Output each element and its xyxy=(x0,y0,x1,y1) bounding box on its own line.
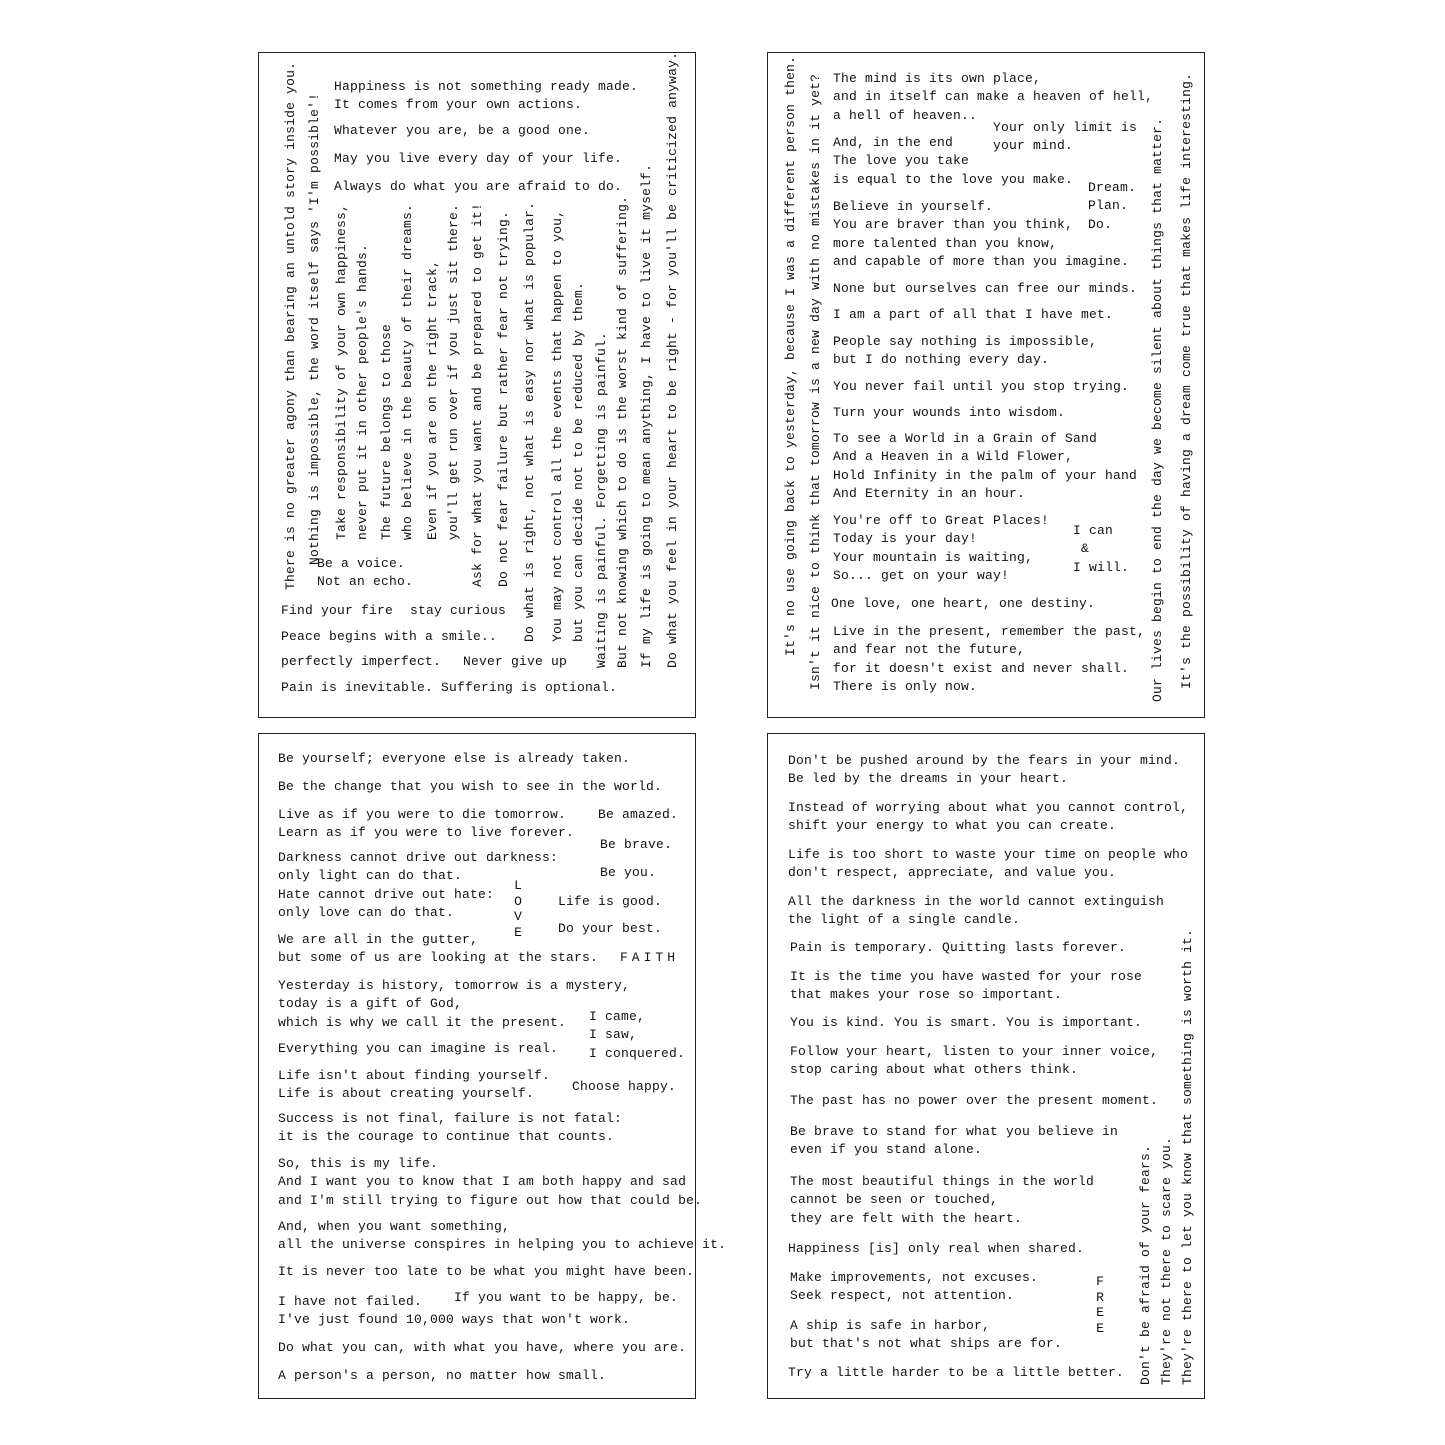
card4-quote: Don't be pushed around by the fears in your mind. Be led by the dreams in your heart. xyxy=(788,753,1181,787)
card2-quote: The mind is its own place, and in itself can make a heaven of hell, a hell of heaven.. xyxy=(833,71,1154,123)
card4-free-vertical: FREE xyxy=(1096,1274,1104,1336)
card1-vertical-quote: The future belongs to those who believe in the beauty of their dreams. xyxy=(379,203,415,540)
card2-quote: Dream. Plan. Do. xyxy=(1088,180,1137,232)
card2-quote: To see a World in a Grain of Sand And a Heaven in a Wild Flower, Hold Infinity in the palm of your hand And Eternity in an hour. xyxy=(833,431,1138,501)
card3-quote: A person's a person, no matter how small. xyxy=(278,1368,607,1383)
card1-quote: Always do what you are afraid to do. xyxy=(334,179,623,194)
card3-quote: So, this is my life. And I want you to know that I am both happy and sad and I'm still trying to figure out how that could be. xyxy=(278,1156,703,1208)
card1-vertical-quote: Waiting is painful. Forgetting is painful. But not knowing which to do is the worst kind of suffering. xyxy=(594,195,630,668)
card1-vertical-quote: Nothing is impossible, the word itself says 'I'm possible'! xyxy=(307,92,322,565)
card2-quote: None but ourselves can free our minds. xyxy=(833,281,1138,296)
card3-faith-word: FAITH xyxy=(620,950,680,965)
card4-quote: Happiness [is] only real when shared. xyxy=(788,1241,1085,1256)
card4-quote: All the darkness in the world cannot extinguish the light of a single candle. xyxy=(788,894,1165,928)
card1-vertical-quote: Do not fear failure but rather fear not trying. xyxy=(496,210,511,587)
card3-quote: Be you. xyxy=(600,865,657,880)
card3-quote: Choose happy. xyxy=(572,1079,677,1094)
card1-vertical-quote: Take responsibility of your own happiness, never put it in other people's hands. xyxy=(334,203,370,540)
card2-vertical-quote: It's no use going back to yesterday, because I was a different person then. xyxy=(783,55,798,656)
card3-quote: Everything you can imagine is real. xyxy=(278,1041,559,1056)
card3-quote: Do your best. xyxy=(558,921,663,936)
card1-quote: Happiness is not something ready made. It comes from your own actions. xyxy=(334,79,639,113)
card1-quote: Never give up xyxy=(463,654,568,669)
card3-quote: Be amazed. xyxy=(598,807,679,822)
card2-quote: And, in the end The love you take is equal to the love you make. xyxy=(833,135,1074,187)
card2-vertical-quote: Our lives begin to end the day we become silent about things that matter. xyxy=(1150,117,1165,702)
card3-quote: I came, I saw, I conquered. xyxy=(589,1009,686,1061)
card3-quote: Darkness cannot drive out darkness: only light can do that. Hate cannot drive out hate: only love can do that. xyxy=(278,850,559,920)
card4-quote: Pain is temporary. Quitting lasts forever. xyxy=(790,940,1127,955)
card3-quote: If you want to be happy, be. xyxy=(454,1290,679,1305)
card2-quote: People say nothing is impossible, but I do nothing every day. xyxy=(833,334,1098,368)
card2-quote: Turn your wounds into wisdom. xyxy=(833,405,1066,420)
card2-quote: One love, one heart, one destiny. xyxy=(831,596,1096,611)
card3-love-vertical: LOVE xyxy=(514,878,522,940)
card4-quote: The past has no power over the present moment. xyxy=(790,1093,1159,1108)
card4-quote: Life is too short to waste your time on people who don't respect, appreciate, and value you. xyxy=(788,847,1189,881)
card3-quote: Live as if you were to die tomorrow. Learn as if you were to live forever. xyxy=(278,807,575,841)
card1-vertical-quote: Ask for what you want and be prepared to get it! xyxy=(470,202,485,587)
card4-quote: Try a little harder to be a little better. xyxy=(788,1365,1125,1380)
card3-quote: Be the change that you wish to see in the world. xyxy=(278,779,663,794)
card3-quote: Be yourself; everyone else is already taken. xyxy=(278,751,631,766)
card2-vertical-quote: Isn't it nice to think that tomorrow is a new day with no mistakes in it yet? xyxy=(808,73,823,690)
card4-quote: Make improvements, not excuses. Seek respect, not attention. xyxy=(790,1270,1039,1304)
card1-quote: Find your fire xyxy=(281,603,394,618)
card1-vertical-quote: There is no greater agony than bearing an untold story inside you. xyxy=(283,61,298,590)
card4-quote: Follow your heart, listen to your inner voice, stop caring about what others think. xyxy=(790,1044,1159,1078)
card1-vertical-quote: Do what you feel in your heart to be right - for you'll be criticized anyway. xyxy=(665,51,680,668)
card2-quote: You're off to Great Places! Today is your day! Your mountain is waiting, So... get on your way! xyxy=(833,513,1050,583)
card4-quote: The most beautiful things in the world cannot be seen or touched, they are felt with the heart. xyxy=(790,1174,1095,1226)
card4-quote: Be brave to stand for what you believe in even if you stand alone. xyxy=(790,1124,1119,1158)
card1-quote: perfectly imperfect. xyxy=(281,654,442,669)
card2-quote: Believe in yourself. You are braver than you think, more talented than you know, and capable of more than you imagine. xyxy=(833,199,1130,269)
card3-quote: Life isn't about finding yourself. Life is about creating yourself. xyxy=(278,1068,551,1102)
card4-quote: It is the time you have wasted for your rose that makes your rose so important. xyxy=(790,969,1143,1003)
card3-quote: Yesterday is history, tomorrow is a mystery, today is a gift of God, which is why we call it the present. xyxy=(278,978,631,1030)
card2-vertical-quote: It's the possibility of having a dream come true that makes life interesting. xyxy=(1179,72,1194,689)
card2-quote: Live in the present, remember the past, and fear not the future, for it doesn't exist and never shall. There is only now. xyxy=(833,624,1146,694)
card4-vertical-quote: Don't be afraid of your fears. They're not there to scare you. They're there to let you know that something is worth it. xyxy=(1138,928,1195,1385)
card2-quote: You never fail until you stop trying. xyxy=(833,379,1130,394)
card1-quote: Pain is inevitable. Suffering is optional. xyxy=(281,680,618,695)
card1-vertical-quote: Do what is right, not what is easy nor what is popular. xyxy=(522,201,537,642)
card3-quote: Be brave. xyxy=(600,837,673,852)
card3-quote: Success is not final, failure is not fatal: it is the courage to continue that counts. xyxy=(278,1111,623,1145)
card3-quote: We are all in the gutter, but some of us are looking at the stars. xyxy=(278,932,599,966)
card2-quote: I am a part of all that I have met. xyxy=(833,307,1114,322)
card1-quote: Peace begins with a smile.. xyxy=(281,629,498,644)
card4-quote: Instead of worrying about what you cannot control, shift your energy to what you can create. xyxy=(788,800,1189,834)
card2-quote: Your only limit is your mind. xyxy=(993,120,1138,154)
card1-quote: Be a voice. Not an echo. xyxy=(317,556,414,590)
card1-vertical-quote: If my life is going to mean anything, I have to live it myself. xyxy=(639,163,654,668)
card1-quote: May you live every day of your life. xyxy=(334,151,623,166)
card1-vertical-quote: Even if you are on the right track, you'll get run over if you just sit there. xyxy=(425,203,461,540)
card1-quote: stay curious xyxy=(410,603,507,618)
card3-quote: And, when you want something, all the universe conspires in helping you to achieve it. xyxy=(278,1219,727,1253)
card4-quote: You is kind. You is smart. You is important. xyxy=(790,1015,1143,1030)
card2-quote: I can & I will. xyxy=(1073,523,1130,575)
card1-vertical-quote: You may not control all the events that happen to you, but you can decide not to be reduced by them. xyxy=(550,209,586,642)
card3-quote: I have not failed. I've just found 10,000 ways that won't work. xyxy=(278,1294,631,1328)
card3-quote: Life is good. xyxy=(558,894,663,909)
card3-quote: It is never too late to be what you might have been. xyxy=(278,1264,695,1279)
card1-quote: Whatever you are, be a good one. xyxy=(334,123,591,138)
card3-quote: Do what you can, with what you have, where you are. xyxy=(278,1340,687,1355)
card4-quote: A ship is safe in harbor, but that's not what ships are for. xyxy=(790,1318,1063,1352)
